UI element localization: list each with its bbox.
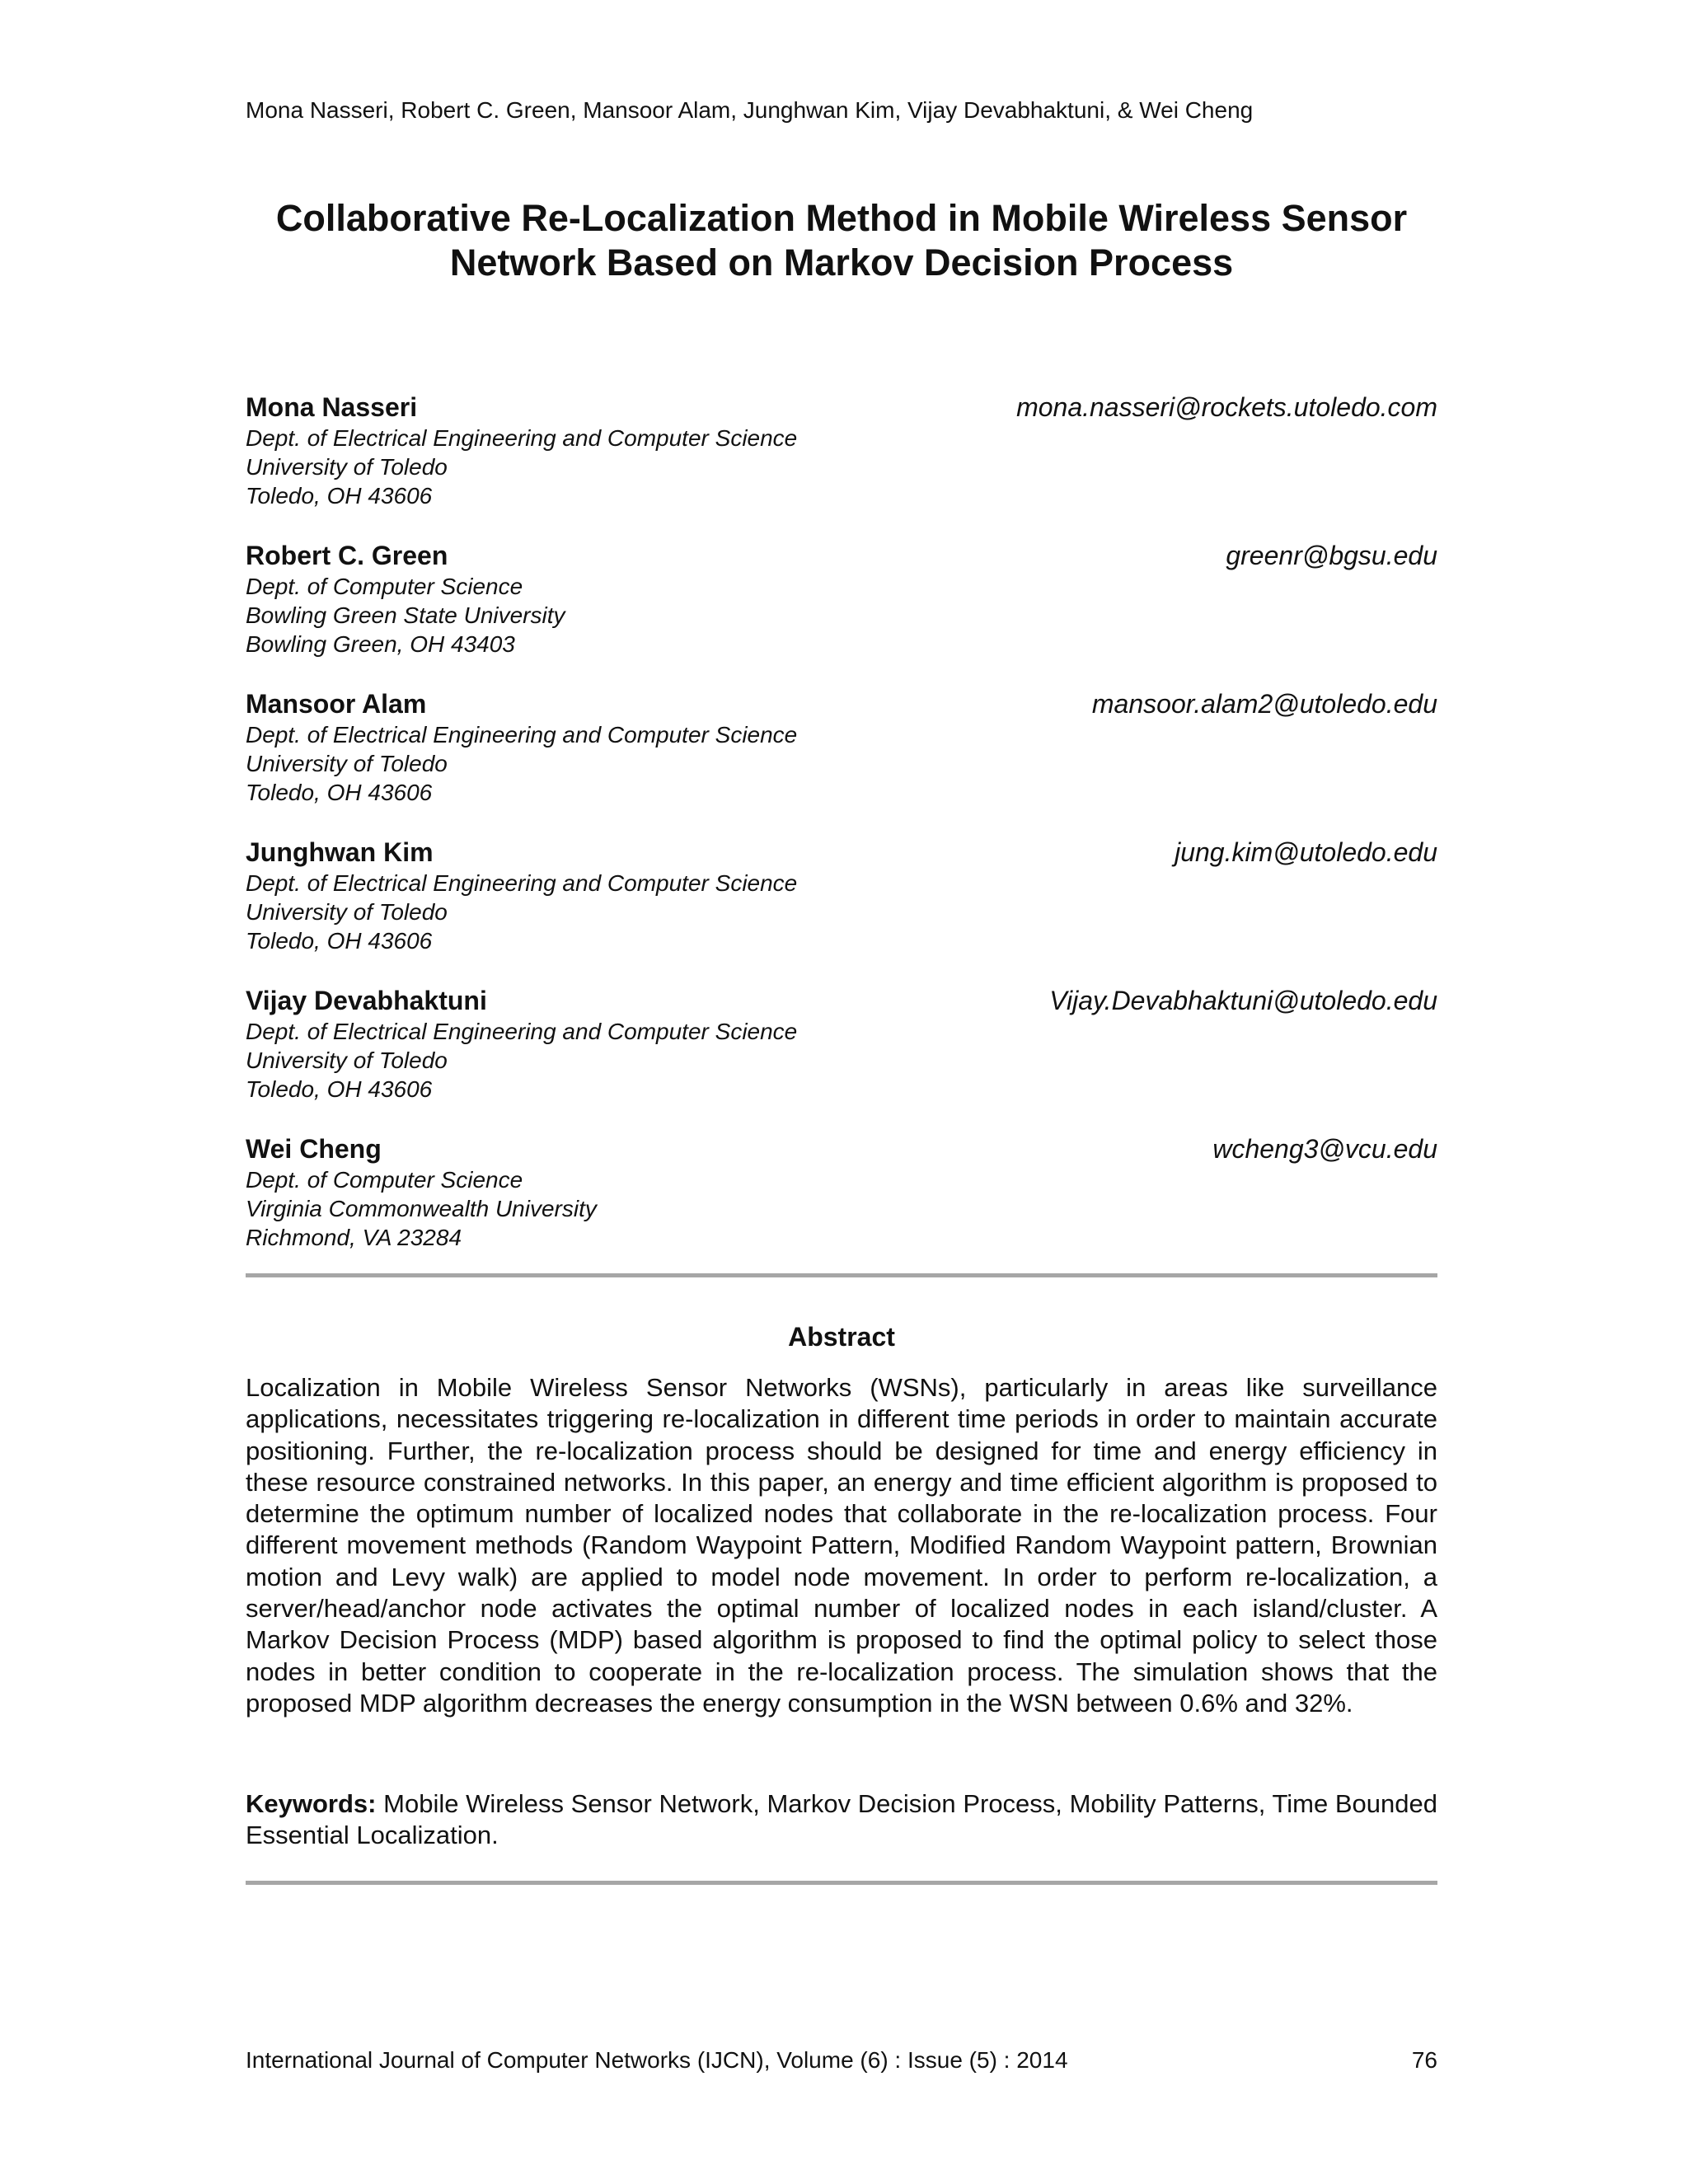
author-address: Toledo, OH 43606 — [246, 1076, 433, 1102]
paper-title — [246, 196, 1437, 285]
author-name: Junghwan Kim — [246, 837, 434, 867]
author-university: University of Toledo — [246, 899, 448, 925]
abstract-heading: Abstract — [788, 1322, 895, 1352]
page-number: 76 — [1411, 2047, 1437, 2073]
author-name: Mansoor Alam — [246, 689, 427, 719]
running-header: Mona Nasseri, Robert C. Green, Mansoor Alam, Junghwan Kim, Vijay Devabhaktuni, & Wei Cheng — [246, 97, 1254, 123]
author-name: Vijay Devabhaktuni — [246, 986, 487, 1015]
section-divider-bottom — [246, 1881, 1437, 1885]
keywords-label: Keywords: — [246, 1789, 377, 1818]
keywords-text: Mobile Wireless Sensor Network, Markov Decision Process, Mobility Patterns, Time Bounded Essential Localization. — [246, 1789, 1437, 1850]
author-name: Wei Cheng — [246, 1134, 382, 1164]
author-department: Dept. of Computer Science — [246, 574, 523, 599]
author-block — [246, 687, 1437, 836]
author-email[interactable]: jung.kim@utoledo.edu — [1175, 837, 1437, 867]
author-department: Dept. of Computer Science — [246, 1167, 523, 1193]
author-address: Toledo, OH 43606 — [246, 483, 433, 509]
author-university: Bowling Green State University — [246, 602, 565, 628]
paper-title-line-1: Collaborative Re-Localization Method in Mobile Wireless Sensor — [275, 197, 1408, 239]
author-department: Dept. of Electrical Engineering and Computer Science — [246, 425, 798, 451]
author-address: Bowling Green, OH 43403 — [246, 631, 515, 657]
author-email[interactable]: wcheng3@vcu.edu — [1212, 1134, 1437, 1164]
paper-title-line-2: Network Based on Markov Decision Process — [449, 241, 1234, 284]
author-university: Virginia Commonwealth University — [246, 1196, 597, 1221]
author-university: University of Toledo — [246, 1047, 448, 1073]
author-name: Robert C. Green — [246, 541, 448, 570]
author-university: University of Toledo — [246, 454, 448, 480]
author-address: Richmond, VA 23284 — [246, 1225, 462, 1250]
author-university: University of Toledo — [246, 751, 448, 776]
author-department: Dept. of Electrical Engineering and Computer Science — [246, 870, 798, 896]
author-department: Dept. of Electrical Engineering and Computer Science — [246, 722, 798, 748]
section-divider-top — [246, 1273, 1437, 1277]
author-block — [246, 391, 1437, 539]
author-email[interactable]: mona.nasseri@rockets.utoledo.com — [1016, 392, 1437, 422]
author-block — [246, 984, 1437, 1132]
author-department: Dept. of Electrical Engineering and Computer Science — [246, 1019, 798, 1044]
author-address: Toledo, OH 43606 — [246, 780, 433, 805]
abstract-body: Localization in Mobile Wireless Sensor Networks (WSNs), particularly in areas like surveillance applications, necessitates triggering re-localization in different time periods in order to maintain accurate positioning. Further, the re-localization process should be designed for time and energy efficiency in these resource constrained networks. In this paper, an energy and time efficient algorithm is proposed to determine the optimum number of localized nodes that collaborate in the re-localization process. Four different movement methods (Random Waypoint Pattern, Modified Random Waypoint pattern, Brownian motion and Levy walk) are applied to model node movement. In order to perform re-localization, a server/head/anchor node activates the optimal number of localized nodes in each island/cluster. A Markov Decision Process (MDP) based algorithm is proposed to find the optimal policy to select those nodes in better condition to cooperate in the re-localization process. The simulation shows that the proposed MDP algorithm decreases the energy consumption in the WSN between 0.6% and 32%. — [246, 1373, 1437, 1718]
author-email[interactable]: Vijay.Devabhaktuni@utoledo.edu — [1049, 986, 1437, 1015]
author-block — [246, 836, 1437, 984]
author-block — [246, 1132, 1437, 1281]
author-address: Toledo, OH 43606 — [246, 928, 433, 954]
author-block — [246, 539, 1437, 687]
keywords — [246, 1788, 1437, 1852]
footer-journal-citation: International Journal of Computer Networks (IJCN), Volume (6) : Issue (5) : 2014 — [246, 2047, 1068, 2073]
author-email[interactable]: greenr@bgsu.edu — [1226, 541, 1437, 570]
author-email[interactable]: mansoor.alam2@utoledo.edu — [1091, 689, 1437, 719]
author-name: Mona Nasseri — [246, 392, 418, 422]
author-list — [246, 391, 1437, 1281]
